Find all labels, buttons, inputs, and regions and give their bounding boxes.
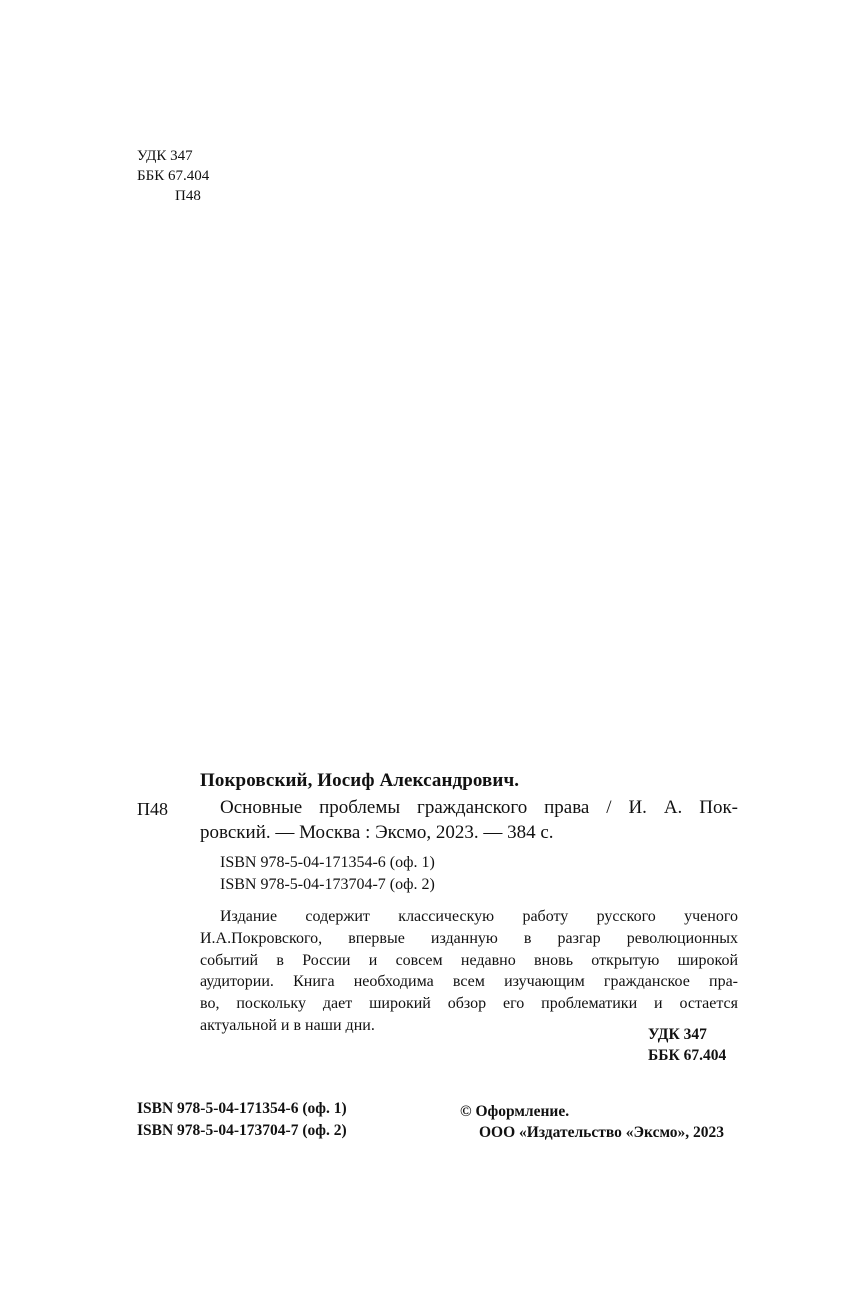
footer-isbn-line: ISBN 978-5-04-171354-6 (оф. 1) — [137, 1100, 347, 1117]
title-line-2: ровский. — Москва : Эксмо, 2023. — 384 с. — [200, 822, 554, 843]
annotation-paragraph — [200, 906, 738, 1037]
copyright-line-2: ООО «Издательство «Эксмо», 2023 — [479, 1124, 725, 1141]
entry-classification-codes — [600, 1024, 737, 1066]
isbn-line: ISBN 978-5-04-171354-6 (оф. 1) — [220, 854, 435, 871]
annotation-line: аудитории. Книга необходима всем изучающим гражданское пра- — [200, 973, 738, 991]
copyright-line-1: © Оформление. — [460, 1103, 570, 1120]
top-udk-code: УДК 347 — [137, 148, 193, 164]
footer-isbn-line: ISBN 978-5-04-173704-7 (оф. 2) — [137, 1122, 347, 1139]
title-line-1: Основные проблемы гражданского права / И. А. Пок- — [220, 797, 738, 818]
annotation-line: актуальной и в наши дни. — [200, 1016, 375, 1034]
author-heading: Покровский, Иосиф Александрович. — [200, 770, 520, 791]
top-bbk-code: ББК 67.404 — [137, 168, 210, 184]
top-author-sign: П48 — [175, 188, 201, 204]
annotation-line: событий в России и совсем недавно вновь открытую широкой — [200, 951, 738, 969]
annotation-line: И.А.Покровского, впервые изданную в разгар революционных — [200, 929, 738, 947]
copyright-notice — [460, 1101, 724, 1143]
author-sign-margin: П48 — [137, 799, 168, 819]
isbn-list — [220, 852, 435, 896]
entry-udk-code: УДК 347 — [648, 1026, 707, 1043]
title-statement — [200, 795, 738, 845]
top-classification-codes — [137, 146, 209, 206]
isbn-line: ISBN 978-5-04-173704-7 (оф. 2) — [220, 876, 435, 893]
entry-bbk-code: ББК 67.404 — [648, 1047, 727, 1064]
annotation-line: во, поскольку дает широкий обзор его проблематики и остается — [200, 995, 738, 1013]
annotation-line: Издание содержит классическую работу русского ученого — [220, 908, 738, 925]
footer-isbn-list — [137, 1098, 347, 1142]
